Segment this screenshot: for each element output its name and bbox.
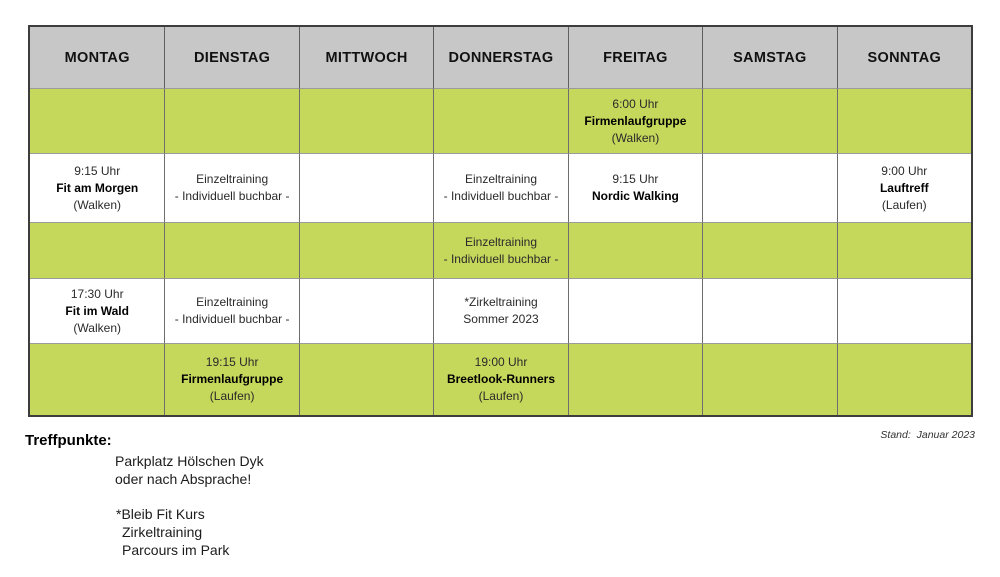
cell-line: (Laufen) — [478, 389, 524, 403]
schedule-cell — [568, 222, 702, 278]
schedule-cell — [568, 88, 702, 153]
treffpunkte-label: Treffpunkte: — [25, 432, 112, 449]
schedule-cell — [299, 343, 433, 415]
cell-line: 17:30 Uhr — [70, 286, 124, 301]
cell-line: (Walken) — [611, 130, 660, 145]
schedule-cell — [837, 222, 971, 278]
cell-line: *Zirkeltraining — [464, 295, 538, 309]
day-header-freitag: FREITAG — [568, 27, 702, 88]
schedule-cell — [837, 88, 971, 153]
cell-line: 9:00 Uhr — [881, 163, 928, 178]
cell-line: Einzeltraining — [464, 234, 538, 249]
schedule-cell — [837, 343, 971, 415]
schedule-cell — [433, 88, 567, 153]
meeting-point-line: Parkplatz Hölschen Dyk — [115, 453, 264, 469]
schedule-cell — [433, 222, 567, 278]
cell-line: - Individuell buchbar - — [174, 189, 290, 203]
schedule-cell — [164, 153, 298, 222]
cell-line: 6:00 Uhr — [612, 96, 659, 111]
schedule-cell — [164, 343, 298, 415]
schedule-cell — [30, 153, 164, 222]
cell-line: Einzeltraining — [196, 295, 269, 309]
schedule-cell — [702, 222, 836, 278]
cell-line: Lauftreff — [879, 180, 929, 195]
meeting-point-list — [115, 452, 264, 488]
schedule-cell — [30, 88, 164, 153]
note-line: Parcours im Park — [122, 542, 230, 558]
schedule-cell — [299, 222, 433, 278]
cell-line: (Walken) — [73, 197, 121, 212]
schedule-cell — [433, 343, 567, 415]
cell-line: Firmenlaufgruppe — [584, 113, 687, 128]
cell-line: Breetlook-Runners — [446, 372, 555, 386]
day-header-dienstag: DIENSTAG — [164, 27, 298, 88]
schedule-cell — [837, 153, 971, 222]
cell-line: Sommer 2023 — [463, 312, 539, 326]
schedule-cell — [30, 222, 164, 278]
day-header-donnerstag: DONNERSTAG — [433, 27, 567, 88]
day-header-mittwoch: MITTWOCH — [299, 27, 433, 88]
schedule-cell — [164, 222, 298, 278]
cell-line: 19:15 Uhr — [205, 355, 259, 369]
cell-line: Einzeltraining — [464, 172, 538, 186]
cell-line: Einzeltraining — [196, 172, 269, 186]
cell-line: (Laufen) — [209, 389, 255, 403]
day-header-montag: MONTAG — [30, 27, 164, 88]
meeting-point-line: oder nach Absprache! — [115, 471, 252, 487]
day-header-sonntag: SONNTAG — [837, 27, 971, 88]
day-header-samstag: SAMSTAG — [702, 27, 836, 88]
schedule-cell — [702, 153, 836, 222]
schedule-cell — [702, 88, 836, 153]
cell-line: Fit am Morgen — [56, 180, 139, 195]
schedule-cell — [164, 88, 298, 153]
schedule-cell — [702, 278, 836, 343]
schedule-table — [28, 25, 973, 417]
schedule-cell — [299, 88, 433, 153]
cell-line: 9:15 Uhr — [74, 163, 121, 178]
schedule-cell — [568, 153, 702, 222]
schedule-cell — [837, 278, 971, 343]
cell-line: - Individuell buchbar - — [443, 189, 559, 203]
cell-line: - Individuell buchbar - — [174, 312, 290, 326]
cell-line: Nordic Walking — [591, 189, 679, 203]
schedule-cell — [299, 278, 433, 343]
note-line: Zirkeltraining — [122, 524, 203, 540]
cell-line: (Walken) — [73, 320, 121, 335]
schedule-cell — [568, 278, 702, 343]
schedule-cell — [30, 343, 164, 415]
schedule-cell — [164, 278, 298, 343]
note-line: *Bleib Fit Kurs — [116, 506, 205, 522]
schedule-cell — [433, 278, 567, 343]
schedule-cell — [299, 153, 433, 222]
cell-line: - Individuell buchbar - — [443, 251, 559, 266]
cell-line: Firmenlaufgruppe — [181, 372, 284, 386]
schedule-cell — [433, 153, 567, 222]
stand-note: Stand: Januar 2023 — [880, 429, 975, 441]
cell-line: 9:15 Uhr — [612, 172, 659, 186]
schedule-cell — [568, 343, 702, 415]
schedule-cell — [702, 343, 836, 415]
cell-line: (Laufen) — [881, 197, 927, 212]
cell-line: Fit im Wald — [65, 303, 129, 318]
note-list — [116, 505, 229, 559]
schedule-cell — [30, 278, 164, 343]
cell-line: 19:00 Uhr — [474, 355, 528, 369]
